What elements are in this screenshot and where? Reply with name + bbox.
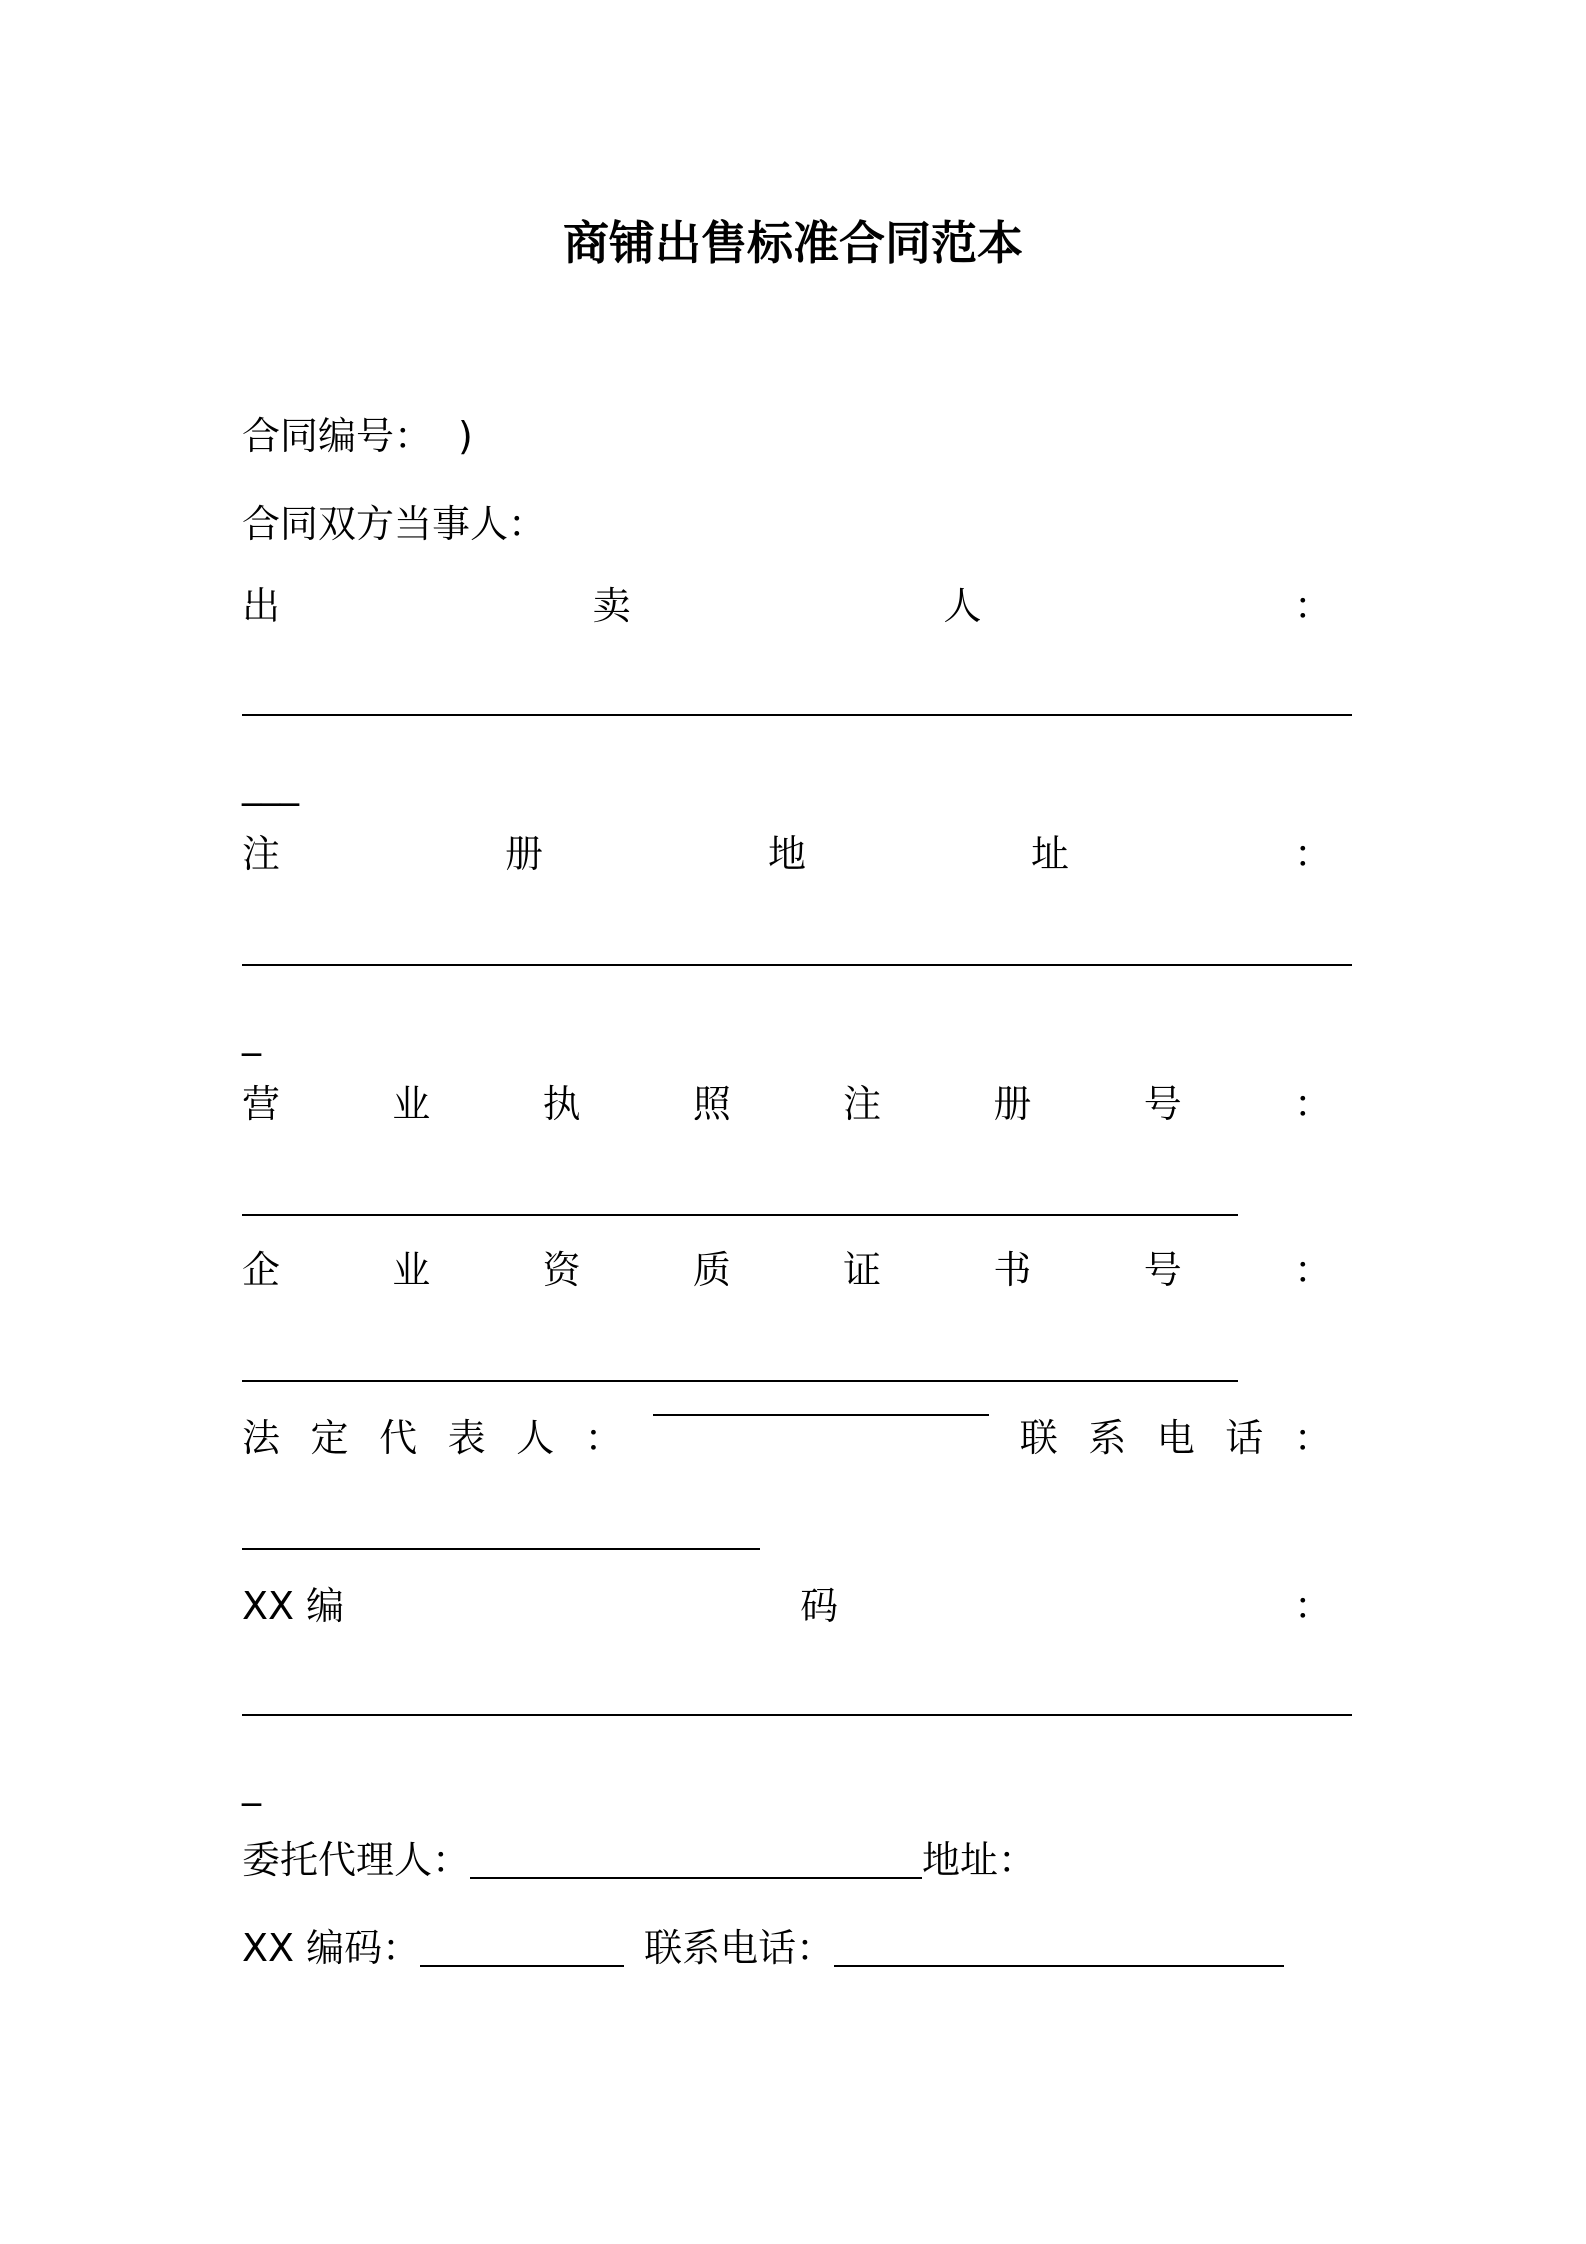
qualification-char: 业: [392, 1248, 431, 1292]
seller-char: 卖: [592, 584, 631, 628]
business-license-char: 册: [993, 1082, 1032, 1126]
registered-address-char: 地: [767, 832, 806, 876]
qualification-blank[interactable]: [242, 1380, 1238, 1382]
qualification-char: 书: [993, 1248, 1032, 1292]
phone-label: 联系电话：: [644, 1926, 835, 1970]
qualification-char: 号: [1143, 1248, 1182, 1292]
phone-blank[interactable]: [834, 1965, 1284, 1967]
legal-rep-colon: ：: [584, 1416, 623, 1460]
phone-char: 系: [1088, 1416, 1127, 1460]
legal-rep-char: 人: [516, 1416, 555, 1460]
business-license-line: [242, 1080, 1332, 1128]
legal-rep-blank[interactable]: [653, 1414, 989, 1416]
document-title: 商铺出售标准合同范本: [563, 216, 1023, 270]
postcode-label: XX 编码：: [242, 1926, 421, 1970]
legal-representative-line: [242, 1414, 1332, 1462]
registered-address-char: 址: [1030, 832, 1069, 876]
phone-char: 联: [1019, 1416, 1058, 1460]
phone-colon: ：: [1293, 1416, 1332, 1460]
business-license-char: 执: [542, 1082, 581, 1126]
agent-label: 委托代理人：: [242, 1838, 471, 1882]
postcode-short-blank[interactable]: [420, 1965, 624, 1967]
qualification-colon: ：: [1293, 1248, 1332, 1292]
phone-char: 话: [1225, 1416, 1264, 1460]
registered-address-line: [242, 830, 1332, 878]
business-license-blank[interactable]: [242, 1214, 1238, 1216]
seller-blank[interactable]: [242, 714, 1352, 716]
postcode-phone-line: [242, 1924, 1284, 1972]
legal-rep-char: 表: [447, 1416, 486, 1460]
qualification-char: 证: [843, 1248, 882, 1292]
business-license-colon: ：: [1293, 1082, 1332, 1126]
agent-address-label: 地址：: [922, 1838, 1037, 1882]
qualification-char: 质: [692, 1248, 731, 1292]
agent-blank[interactable]: [470, 1877, 922, 1879]
registered-address-colon: ：: [1293, 832, 1332, 876]
business-license-char: 注: [843, 1082, 882, 1126]
legal-rep-char: 代: [379, 1416, 418, 1460]
contract-number-line: [242, 412, 473, 460]
postcode-prefix: XX 编: [242, 1584, 345, 1628]
seller-char: 人: [943, 584, 982, 628]
legal-rep-char: 定: [310, 1416, 349, 1460]
seller-blank-tail: ___: [242, 762, 299, 806]
qualification-char: 企: [242, 1248, 281, 1292]
parties-label: 合同双方当事人：: [242, 502, 547, 546]
business-license-char: 照: [692, 1082, 731, 1126]
postcode-colon: ：: [1293, 1584, 1332, 1628]
business-license-char: 号: [1143, 1082, 1182, 1126]
registered-address-blank-tail: _: [242, 1012, 261, 1056]
postcode-line: [242, 1582, 1332, 1630]
agent-line: [242, 1836, 1036, 1884]
legal-rep-char: 法: [242, 1416, 281, 1460]
qualification-certificate-line: [242, 1246, 1332, 1294]
contract-number-label: 合同编号：: [242, 414, 433, 458]
registered-address-blank[interactable]: [242, 964, 1352, 966]
seller-char: 出: [242, 584, 281, 628]
postcode-char: 码: [800, 1584, 839, 1628]
business-license-char: 营: [242, 1082, 281, 1126]
contract-number-paren: ): [458, 414, 473, 458]
registered-address-char: 册: [504, 832, 543, 876]
registered-address-char: 注: [242, 832, 281, 876]
postcode-blank-tail: _: [242, 1762, 261, 1806]
postcode-blank[interactable]: [242, 1714, 1352, 1716]
qualification-char: 资: [542, 1248, 581, 1292]
seller-line: [242, 582, 1332, 630]
phone-char: 电: [1156, 1416, 1195, 1460]
legal-rep-phone-blank[interactable]: [242, 1548, 760, 1550]
business-license-char: 业: [392, 1082, 431, 1126]
seller-colon: ：: [1293, 584, 1332, 628]
